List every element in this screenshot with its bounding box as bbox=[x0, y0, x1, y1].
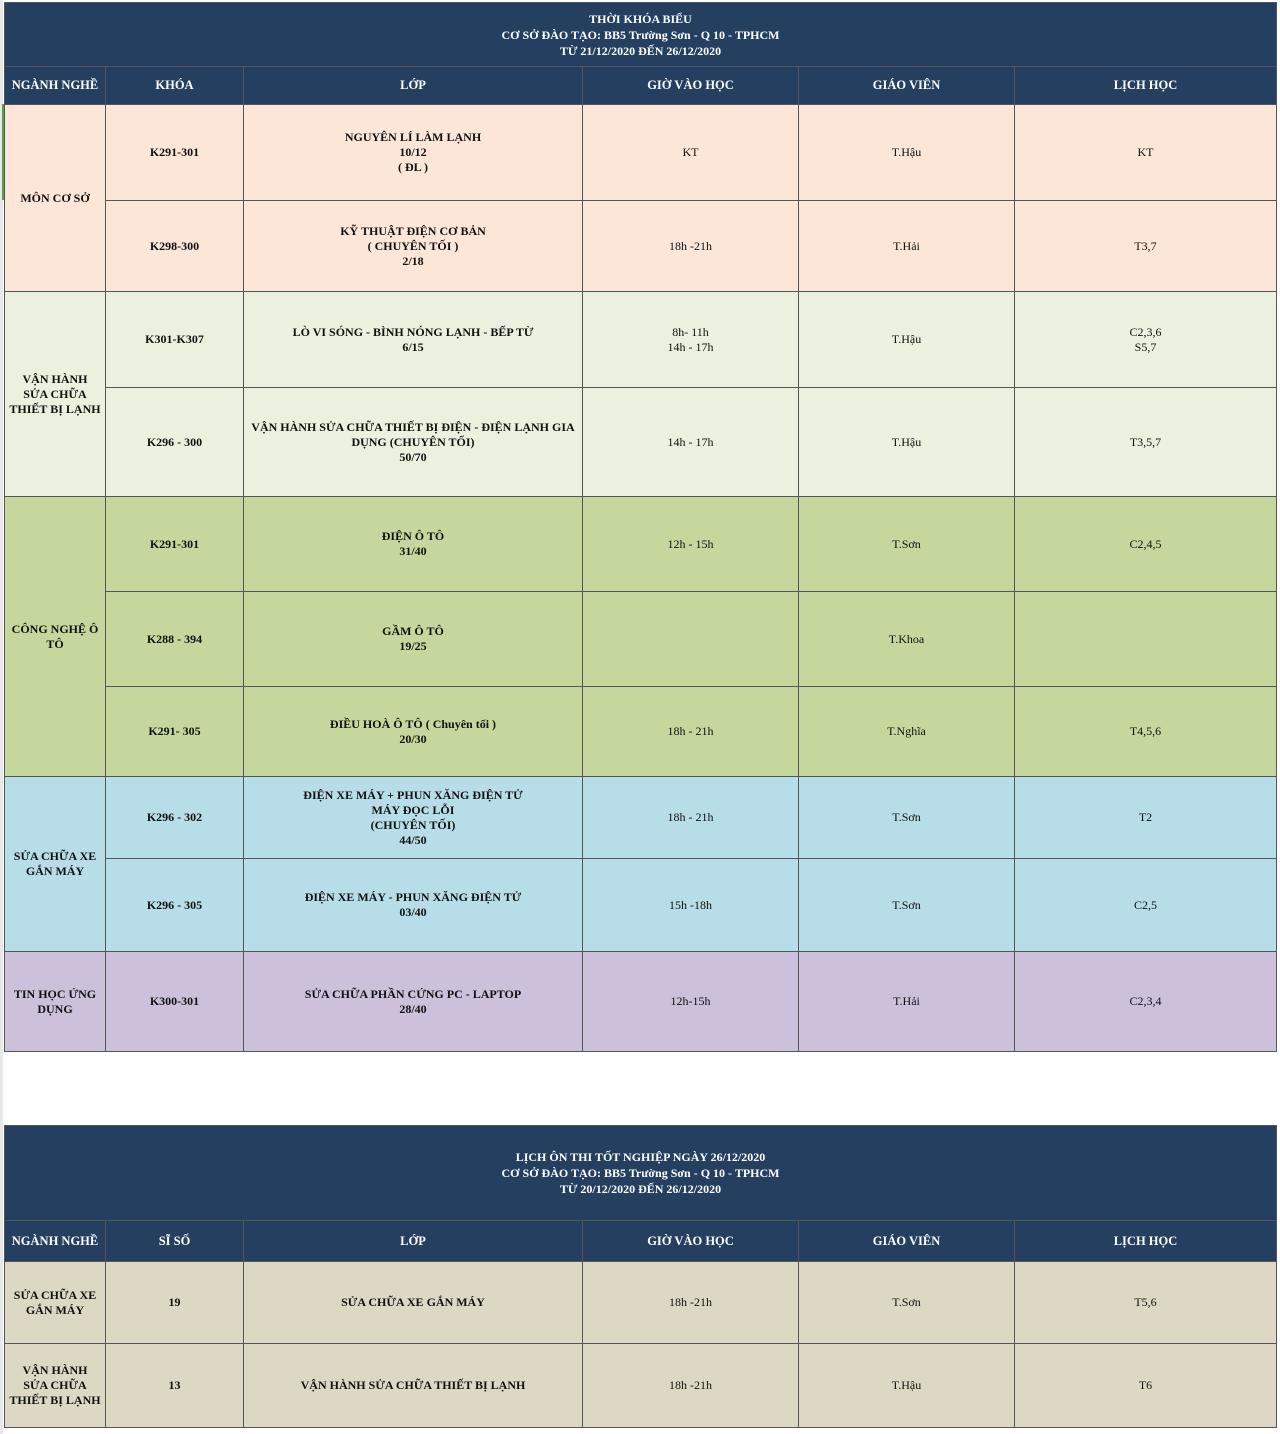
cell-gio[interactable]: 15h -18h bbox=[583, 859, 799, 952]
header-giao-vien: GIÁO VIÊN bbox=[799, 67, 1015, 105]
lop-line: 6/15 bbox=[402, 339, 424, 354]
cell-khoa[interactable]: K291- 305 bbox=[106, 687, 244, 777]
lop-line: 31/40 bbox=[399, 544, 427, 558]
cell-giao-vien[interactable]: T.Khoa bbox=[799, 592, 1015, 687]
cell-khoa[interactable]: K296 - 305 bbox=[106, 859, 244, 952]
cell-khoa[interactable]: K291-301 bbox=[106, 497, 244, 592]
header-gio-vao-hoc: GIỜ VÀO HỌC bbox=[583, 1221, 799, 1262]
exam-title-line-2: CƠ SỞ ĐÀO TẠO: BB5 Trường Sơn - Q 10 - TPHCM bbox=[501, 1166, 780, 1180]
lop-line: 28/40 bbox=[399, 1001, 427, 1016]
cell-lich[interactable]: T6 bbox=[1015, 1344, 1277, 1428]
group-label: SỬA CHỮA XE GẮN MÁY bbox=[5, 777, 106, 952]
exam-title-line-3: TỪ 20/12/2020 ĐẾN 26/12/2020 bbox=[559, 1182, 722, 1196]
cell-giao-vien[interactable]: T.Sơn bbox=[799, 497, 1015, 592]
lop-line: ĐIỆN XE MÁY + PHUN XĂNG ĐIỆN TỬ bbox=[303, 787, 523, 802]
gio-line: 8h- 11h bbox=[672, 324, 709, 339]
cell-lop[interactable] bbox=[244, 292, 583, 388]
cell-gio[interactable]: 12h-15h bbox=[583, 952, 799, 1052]
cell-lich[interactable]: T4,5,6 bbox=[1015, 687, 1277, 777]
cell-giao-vien[interactable]: T.Nghĩa bbox=[799, 687, 1015, 777]
cell-lop[interactable] bbox=[244, 105, 583, 201]
lop-line: ĐIỆN XE MÁY - PHUN XĂNG ĐIỆN TỬ bbox=[304, 890, 522, 904]
cell-lop[interactable] bbox=[244, 859, 583, 952]
cell-khoa[interactable]: K296 - 302 bbox=[106, 777, 244, 859]
table-row[interactable] bbox=[5, 1262, 1277, 1344]
table-row[interactable] bbox=[5, 105, 1277, 201]
cell-lop[interactable] bbox=[244, 388, 583, 497]
cell-nganh[interactable]: VẬN HÀNH SỬA CHỮA THIẾT BỊ LẠNH bbox=[5, 1344, 106, 1428]
lop-line: 50/70 bbox=[399, 449, 427, 464]
table-row[interactable] bbox=[5, 201, 1277, 292]
exam-table bbox=[4, 1125, 1277, 1428]
lop-line: ( CHUYÊN TỐI ) bbox=[367, 238, 459, 253]
lop-line: MÁY ĐỌC LỖI bbox=[371, 802, 455, 817]
cell-giao-vien[interactable]: T.Hậu bbox=[799, 388, 1015, 497]
cell-lich[interactable]: T3,7 bbox=[1015, 201, 1277, 292]
cell-lich[interactable]: C2,4,5 bbox=[1015, 497, 1277, 592]
table-row[interactable] bbox=[5, 859, 1277, 952]
cell-lop[interactable] bbox=[244, 687, 583, 777]
header-nganh-nghe: NGÀNH NGHỀ bbox=[5, 1221, 106, 1262]
cell-lop[interactable] bbox=[244, 592, 583, 687]
table-row[interactable] bbox=[5, 777, 1277, 859]
group-label: VẬN HÀNH SỬA CHỮA THIẾT BỊ LẠNH bbox=[5, 292, 106, 497]
cell-gio[interactable]: 18h -21h bbox=[583, 1344, 799, 1428]
cell-lich[interactable]: C2,3,4 bbox=[1015, 952, 1277, 1052]
lop-line: ĐIỀU HOÀ Ô TÔ ( Chuyên tối ) bbox=[329, 716, 497, 731]
cell-giao-vien[interactable]: T.Hậu bbox=[799, 1344, 1015, 1428]
cell-lich[interactable]: C2,5 bbox=[1015, 859, 1277, 952]
cell-gio[interactable] bbox=[583, 292, 799, 388]
cell-giao-vien[interactable]: T.Hậu bbox=[799, 105, 1015, 201]
table-row[interactable] bbox=[5, 1344, 1277, 1428]
lop-line: SỬA CHỮA PHẦN CỨNG PC - LAPTOP bbox=[304, 986, 522, 1001]
exam-title-line-1: LỊCH ÔN THI TỐT NGHIỆP NGÀY 26/12/2020 bbox=[515, 1150, 766, 1164]
cell-khoa[interactable]: K301-K307 bbox=[106, 292, 244, 388]
lop-line: KỸ THUẬT ĐIỆN CƠ BẢN bbox=[340, 223, 486, 238]
lop-line: ĐIỆN Ô TÔ bbox=[381, 529, 445, 543]
sheet-left-edge bbox=[0, 0, 3, 1434]
header-lop: LỚP bbox=[244, 67, 583, 105]
cell-giao-vien[interactable]: T.Sơn bbox=[799, 859, 1015, 952]
group-label: CÔNG NGHỆ Ô TÔ bbox=[5, 497, 106, 777]
cell-gio[interactable]: 18h -21h bbox=[583, 1262, 799, 1344]
cell-giao-vien[interactable]: T.Hải bbox=[799, 201, 1015, 292]
selection-accent bbox=[2, 104, 4, 200]
cell-lich[interactable]: T2 bbox=[1015, 777, 1277, 859]
cell-lich[interactable]: KT bbox=[1015, 105, 1277, 201]
cell-khoa[interactable]: K300-301 bbox=[106, 952, 244, 1052]
cell-giao-vien[interactable]: T.Sơn bbox=[799, 1262, 1015, 1344]
header-lop: LỚP bbox=[244, 1221, 583, 1262]
cell-lich[interactable] bbox=[1015, 592, 1277, 687]
schedule-title-line-3: TỪ 21/12/2020 ĐẾN 26/12/2020 bbox=[559, 43, 722, 58]
cell-khoa[interactable]: K288 - 394 bbox=[106, 592, 244, 687]
header-gio-vao-hoc: GIỜ VÀO HỌC bbox=[583, 67, 799, 105]
lop-line: NGUYÊN LÍ LÀM LẠNH bbox=[344, 130, 482, 144]
cell-si-so[interactable]: 19 bbox=[106, 1262, 244, 1344]
lop-line: 44/50 bbox=[399, 832, 427, 847]
cell-gio[interactable]: 18h - 21h bbox=[583, 687, 799, 777]
cell-si-so[interactable]: 13 bbox=[106, 1344, 244, 1428]
cell-gio[interactable] bbox=[583, 592, 799, 687]
cell-gio[interactable]: 12h - 15h bbox=[583, 497, 799, 592]
schedule-table bbox=[4, 2, 1277, 1052]
cell-giao-vien[interactable]: T.Sơn bbox=[799, 777, 1015, 859]
lich-line: S5,7 bbox=[1134, 339, 1157, 354]
lop-line: 03/40 bbox=[399, 905, 427, 919]
cell-giao-vien[interactable]: T.Hải bbox=[799, 952, 1015, 1052]
table-row[interactable] bbox=[5, 292, 1277, 388]
cell-lop[interactable] bbox=[244, 777, 583, 859]
group-label: TIN HỌC ỨNG DỤNG bbox=[5, 952, 106, 1052]
table-row[interactable] bbox=[5, 388, 1277, 497]
cell-lich[interactable]: T3,5,7 bbox=[1015, 388, 1277, 497]
lop-line: 10/12 bbox=[399, 145, 427, 159]
header-khoa: KHÓA bbox=[106, 67, 244, 105]
cell-gio[interactable]: 14h - 17h bbox=[583, 388, 799, 497]
cell-lop[interactable]: SỬA CHỮA XE GẮN MÁY bbox=[244, 1262, 583, 1344]
cell-khoa[interactable]: K298-300 bbox=[106, 201, 244, 292]
table-row[interactable] bbox=[5, 687, 1277, 777]
cell-gio[interactable]: KT bbox=[583, 105, 799, 201]
lop-line: VẬN HÀNH SỬA CHỮA THIẾT BỊ ĐIỆN - ĐIỆN LẠNH GIA DỤNG (CHUYÊN TỐI) bbox=[251, 419, 575, 449]
cell-lop[interactable] bbox=[244, 952, 583, 1052]
cell-lich[interactable]: T5,6 bbox=[1015, 1262, 1277, 1344]
header-si-so: SĨ SỐ bbox=[106, 1221, 244, 1262]
cell-nganh[interactable]: SỬA CHỮA XE GẮN MÁY bbox=[5, 1262, 106, 1344]
table-row[interactable] bbox=[5, 592, 1277, 687]
table-row[interactable] bbox=[5, 952, 1277, 1052]
lop-line: GẦM Ô TÔ bbox=[382, 624, 444, 638]
header-giao-vien: GIÁO VIÊN bbox=[799, 1221, 1015, 1262]
header-nganh-nghe: NGÀNH NGHỀ bbox=[5, 67, 106, 105]
schedule-title bbox=[5, 3, 1277, 67]
cell-lop[interactable] bbox=[244, 497, 583, 592]
group-label: MÔN CƠ SỞ bbox=[5, 105, 106, 292]
table-row[interactable] bbox=[5, 497, 1277, 592]
lich-line: C2,3,6 bbox=[1129, 324, 1162, 339]
schedule-title-line-1: THỜI KHÓA BIỂU bbox=[589, 11, 692, 26]
cell-lich[interactable] bbox=[1015, 292, 1277, 388]
lop-line: 20/30 bbox=[399, 731, 427, 746]
cell-lop[interactable]: VẬN HÀNH SỬA CHỮA THIẾT BỊ LẠNH bbox=[244, 1344, 583, 1428]
header-lich-hoc: LỊCH HỌC bbox=[1015, 67, 1277, 105]
lop-line: LÒ VI SÓNG - BÌNH NÓNG LẠNH - BẾP TỪ bbox=[292, 324, 534, 339]
lop-line: 19/25 bbox=[399, 639, 427, 653]
lop-line: (CHUYÊN TỐI) bbox=[370, 817, 456, 832]
schedule-title-line-2: CƠ SỞ ĐÀO TẠO: BB5 Trường Sơn - Q 10 - TPHCM bbox=[501, 27, 780, 42]
cell-gio[interactable]: 18h -21h bbox=[583, 201, 799, 292]
gio-line: 14h - 17h bbox=[667, 339, 714, 354]
lop-line: ( ĐL ) bbox=[398, 160, 428, 174]
cell-giao-vien[interactable]: T.Hậu bbox=[799, 292, 1015, 388]
cell-khoa[interactable]: K291-301 bbox=[106, 105, 244, 201]
cell-lop[interactable] bbox=[244, 201, 583, 292]
cell-khoa[interactable]: K296 - 300 bbox=[106, 388, 244, 497]
exam-title bbox=[5, 1126, 1277, 1221]
header-lich-hoc: LỊCH HỌC bbox=[1015, 1221, 1277, 1262]
lop-line: 2/18 bbox=[402, 253, 424, 268]
cell-gio[interactable]: 18h - 21h bbox=[583, 777, 799, 859]
